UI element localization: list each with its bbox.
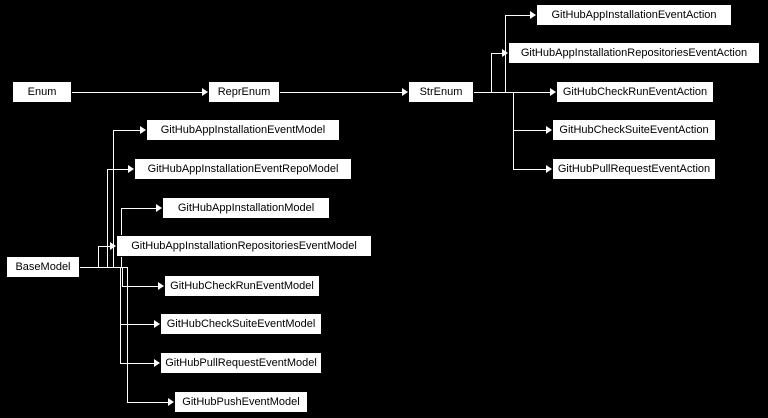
edge-segment [513, 169, 546, 170]
class-node[interactable]: GitHubCheckRunEventAction [556, 81, 714, 103]
class-node[interactable]: GitHubAppInstallationEventAction [536, 4, 732, 26]
edge-segment [113, 130, 140, 131]
class-node[interactable]: GitHubAppInstallationEventRepoModel [134, 158, 352, 180]
edge-segment [505, 15, 530, 16]
edge-segment [72, 92, 202, 93]
edge-segment [98, 246, 110, 247]
class-node[interactable]: Enum [12, 81, 72, 103]
edge-segment [120, 267, 121, 363]
edge-segment [127, 402, 168, 403]
edge-segment [120, 324, 154, 325]
class-node[interactable]: StrEnum [408, 81, 474, 103]
edge-segment [107, 169, 108, 267]
edge-segment [491, 53, 492, 92]
edge-segment [120, 363, 154, 364]
edge-segment [513, 92, 514, 169]
class-node[interactable]: GitHubPullRequestEventAction [552, 158, 716, 180]
edge-segment [98, 246, 99, 267]
class-node[interactable]: BaseModel [6, 256, 80, 278]
class-node[interactable]: GitHubCheckRunEventModel [164, 275, 320, 297]
class-node[interactable]: ReprEnum [208, 81, 280, 103]
edge-segment [474, 92, 513, 93]
class-node[interactable]: GitHubCheckSuiteEventModel [160, 313, 322, 335]
class-node[interactable]: GitHubAppInstallationRepositoriesEventAction [508, 42, 760, 64]
edge-segment [80, 267, 127, 268]
edge-segment [280, 92, 402, 93]
class-node[interactable]: GitHubAppInstallationEventModel [146, 119, 340, 141]
class-node[interactable]: GitHubCheckSuiteEventAction [552, 119, 716, 141]
class-node[interactable]: GitHubAppInstallationModel [162, 197, 330, 219]
edge-segment [513, 130, 546, 131]
edge-segment [127, 267, 128, 402]
edge-segment [122, 267, 123, 286]
edge-segment [491, 53, 502, 54]
class-node[interactable]: GitHubAppInstallationRepositoriesEventModel [116, 235, 372, 257]
edge-segment [107, 169, 128, 170]
edge-segment [121, 208, 156, 209]
class-node[interactable]: GitHubPushEventModel [174, 391, 308, 413]
class-node[interactable]: GitHubPullRequestEventModel [160, 352, 322, 374]
